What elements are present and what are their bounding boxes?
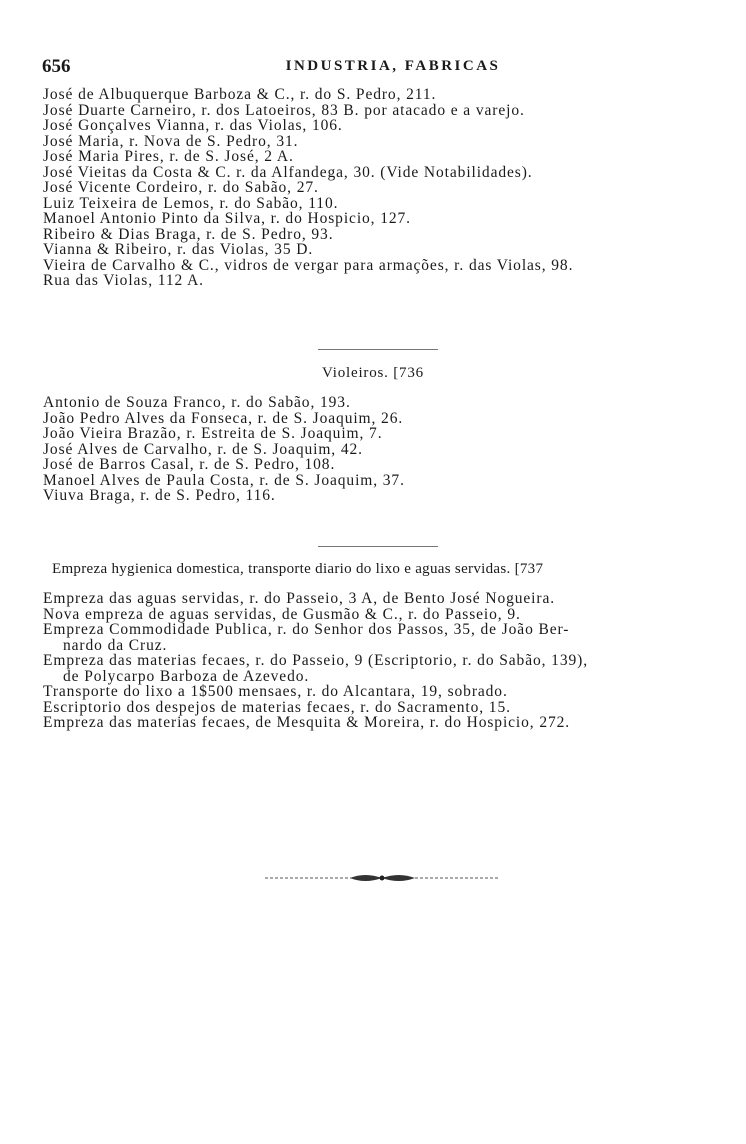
list-item: José Maria, r. Nova de S. Pedro, 31. <box>43 132 299 150</box>
list-item: Empreza das aguas servidas, r. do Passeio, 3 A, de Bento José Nogueira. <box>43 590 556 607</box>
list-item: José Alves de Carvalho, r. de S. Joaquim, 42. <box>43 440 363 458</box>
running-title: INDUSTRIA, FABRICAS <box>285 58 501 74</box>
list-item-continuation: de Polycarpo Barboza de Azevedo. <box>63 667 310 685</box>
list-item: José Vicente Cordeiro, r. do Sabão, 27. <box>43 179 319 196</box>
section-heading-empreza: Empreza hygienica domestica, transporte diario do lixo e aguas servidas. [737 <box>52 561 544 577</box>
list-item: José Vieitas da Costa & C. r. da Alfandega, 30. (Vide Notabilidades). <box>43 163 533 181</box>
list-item: Manoel Alves de Paula Costa, r. de S. Joaquim, 37. <box>43 471 405 489</box>
list-item: Transporte do lixo a 1$500 mensaes, r. do Alcantara, 19, sobrado. <box>43 683 508 700</box>
list-item: Empreza Commodidade Publica, r. do Senhor dos Passos, 35, de João Ber- <box>43 621 570 638</box>
list-item: José Maria Pires, r. de S. José, 2 A. <box>43 148 294 165</box>
list-item: João Pedro Alves da Fonseca, r. de S. Joaquim, 26. <box>43 409 404 427</box>
page-number: 656 <box>42 56 71 77</box>
section-divider <box>318 546 438 547</box>
list-item: José de Barros Casal, r. de S. Pedro, 108. <box>43 456 336 473</box>
list-item: José Duarte Carneiro, r. dos Latoeiros, 83 B. por atacado e a varejo. <box>43 101 525 119</box>
empreza-entries <box>43 591 723 731</box>
list-item: Manoel Antonio Pinto da Silva, r. do Hospicio, 127. <box>43 210 411 227</box>
list-item: José Gonçalves Vianna, r. das Violas, 106. <box>43 117 343 134</box>
list-item: Vianna & Ribeiro, r. das Violas, 35 D. <box>43 241 314 258</box>
violeiros-entries <box>43 395 723 504</box>
list-item: Luiz Teixeira de Lemos, r. do Sabão, 110. <box>43 194 339 212</box>
list-item: Viuva Braga, r. de S. Pedro, 116. <box>43 487 276 504</box>
section-divider <box>318 349 438 350</box>
list-item-continuation: nardo da Cruz. <box>63 636 168 654</box>
continued-entries <box>43 87 723 289</box>
list-item: Antonio de Souza Franco, r. do Sabão, 193. <box>43 394 351 411</box>
list-item: Empreza das materias fecaes, de Mesquita & Moreira, r. do Hospicio, 272. <box>43 714 571 731</box>
list-item: José de Albuquerque Barboza & C., r. do S. Pedro, 211. <box>43 86 437 103</box>
list-item: Vieira de Carvalho & C., vidros de vergar para armações, r. das Violas, 98. <box>43 256 574 274</box>
list-item: Nova empreza de aguas servidas, de Gusmão & C., r. do Passeio, 9. <box>43 605 521 623</box>
ornament-divider-icon <box>265 872 500 884</box>
list-item: Ribeiro & Dias Braga, r. de S. Pedro, 93. <box>43 225 334 243</box>
list-item: Empreza das materias fecaes, r. do Passeio, 9 (Escriptorio, r. do Sabão, 139), <box>43 652 588 669</box>
section-heading-violeiros: Violeiros. [736 <box>322 365 424 381</box>
list-item: Rua das Violas, 112 A. <box>43 272 204 289</box>
list-item: João Vieira Brazão, r. Estreita de S. Joaquim, 7. <box>43 425 383 442</box>
list-item: Escriptorio dos despejos de materias fecaes, r. do Sacramento, 15. <box>43 698 511 716</box>
